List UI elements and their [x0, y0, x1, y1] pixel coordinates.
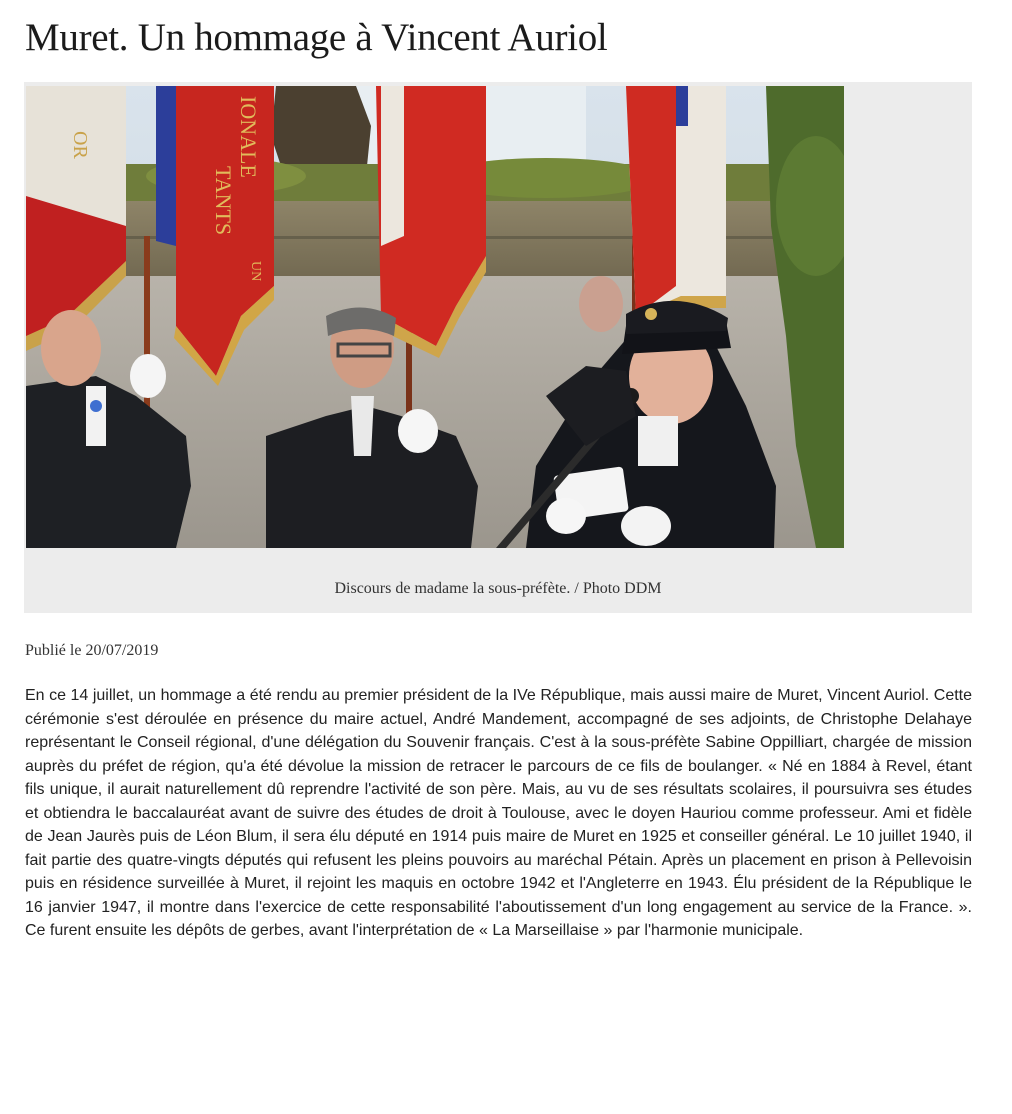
image-caption: Discours de madame la sous-préfète. / Photo DDM — [334, 580, 662, 597]
photo-flag-lettering: IONALE — [236, 96, 261, 178]
article-figure — [24, 82, 972, 613]
article-photo — [26, 86, 844, 548]
publication-date: Publié le 20/07/2019 — [25, 642, 159, 659]
article-title: Muret. Un hommage à Vincent Auriol — [25, 16, 608, 59]
photo-flag-lettering: TANTS — [211, 166, 236, 236]
photo-flag-lettering: UN — [248, 261, 263, 282]
article-body: En ce 14 juillet, un hommage a été rendu au premier président de la IVe République, mais aussi maire de Muret, Vincent Auriol. Cette cérémonie s'est déroulée en présence du maire actuel, André Mandement, accompagné de ses adjoints, de Christophe Delahaye représentant le Conseil régional, d'une délégation du Souvenir français. C'est à la sous-préfète Sabine Oppilliart, chargée de mission auprès du préfet de région, qu'a été dévolue la mission de retracer le parcours de ce fils de boulanger. « Né en 1884 à Revel, étant fils unique, il aurait naturellement dû reprendre l'activité de son père. Mais, au vu de ses résultats scolaires, il poursuivra ses études et obtiendra le baccalauréat avant de suivre des études de droit à Toulouse, avec le doyen Hauriou comme professeur. Ami et fidèle de Jean Jaurès puis de Léon Blum, il sera élu député en 1914 puis maire de Muret en 1925 et conseiller général. Le 10 juillet 1940, il fait partie des quatre-vingts députés qui refusent les pleins pouvoirs au maréchal Pétain. Après un placement en prison à Pellevoisin puis en résidence surveillée à Muret, il rejoint les maquis en octobre 1942 et l'Angleterre en 1943. Élu président de la République le 16 janvier 1947, il montre dans l'exercice de cette responsabilité l'aboutissement d'un long engagement au service de la France. ». Ce furent ensuite les dépôts de gerbes, avant l'interprétation de « La Marseillaise » par l'harmonie municipale. — [25, 687, 972, 939]
photo-flag-lettering: OR — [69, 131, 91, 159]
